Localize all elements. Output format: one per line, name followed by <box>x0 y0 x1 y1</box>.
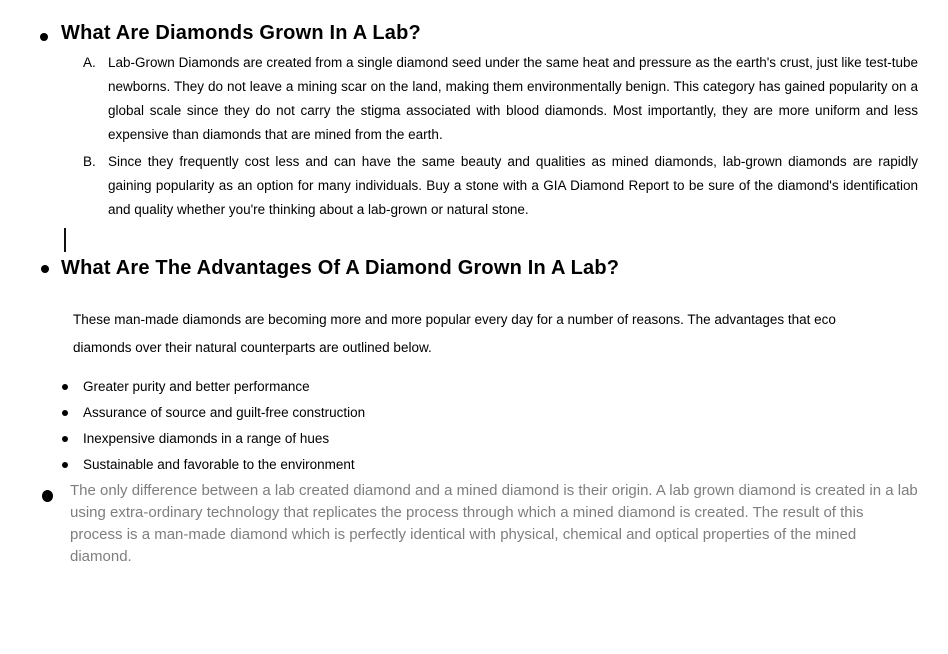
advantage-text[interactable]: Assurance of source and guilt-free construction <box>83 405 366 420</box>
list-item-sustainable[interactable] <box>62 452 762 478</box>
bullet-icon <box>62 462 68 468</box>
bullet-icon <box>62 384 68 390</box>
list-marker-b: B. <box>83 154 96 169</box>
heading-what-are-lab-grown-diamonds[interactable]: What Are Diamonds Grown In A Lab? <box>61 22 421 44</box>
bullet-icon <box>62 410 68 416</box>
intro-line-1[interactable]: These man-made diamonds are becoming more and more popular every day for a number of reasons. The advantages that eco <box>73 312 836 327</box>
text-cursor-caret <box>64 228 66 252</box>
list-item-assurance[interactable] <box>62 400 762 426</box>
advantage-text[interactable]: Sustainable and favorable to the environment <box>83 457 355 472</box>
paragraph-only-difference-conclusion[interactable]: The only difference between a lab created diamond and a mined diamond is their origin. A lab grown diamond is created in a lab using extra-ordinary technology that replicates the process through which a mined diamond is created. The result of this process is a man-made diamond which is perfectly identical with physical, chemical and optical properties of the mined diamond. <box>70 482 918 565</box>
paragraph-cost-and-gia-report[interactable]: Since they frequently cost less and can have the same beauty and qualities as mined diamonds, lab-grown diamonds are rapidly gaining popularity as an option for many individuals. Buy a stone with a GIA Diamond Report to be sure of the diamond's identification and quality whether you're thinking about a lab-grown or natural stone. <box>108 154 918 217</box>
advantage-text[interactable]: Greater purity and better performance <box>83 379 310 394</box>
advantage-text[interactable]: Inexpensive diamonds in a range of hues <box>83 431 330 446</box>
bullet-icon <box>42 490 53 502</box>
list-marker-a: A. <box>83 55 96 70</box>
list-item-b[interactable] <box>83 150 918 222</box>
bullet-icon <box>41 265 49 273</box>
list-item-a[interactable] <box>83 51 918 147</box>
advantages-bullet-list[interactable] <box>62 374 762 478</box>
list-item-inexpensive[interactable] <box>62 426 762 452</box>
paragraph-advantages-intro[interactable] <box>73 306 918 362</box>
paragraph-lab-grown-description[interactable]: Lab-Grown Diamonds are created from a single diamond seed under the same heat and pressure as the earth's crust, just like test-tube newborns. They do not leave a mining scar on the land, making them environmentally benign. This category has gained popularity on a global scale since they do not carry the stigma associated with blood diamonds. Most importantly, they are more uniform and less expensive than diamonds that are mined from the earth. <box>108 55 918 142</box>
bullet-icon <box>40 33 48 41</box>
heading-advantages-of-lab-grown-diamond[interactable]: What Are The Advantages Of A Diamond Grown In A Lab? <box>61 257 620 279</box>
bullet-icon <box>62 436 68 442</box>
intro-line-2[interactable]: diamonds over their natural counterparts are outlined below. <box>73 340 432 355</box>
list-item-purity[interactable] <box>62 374 762 400</box>
